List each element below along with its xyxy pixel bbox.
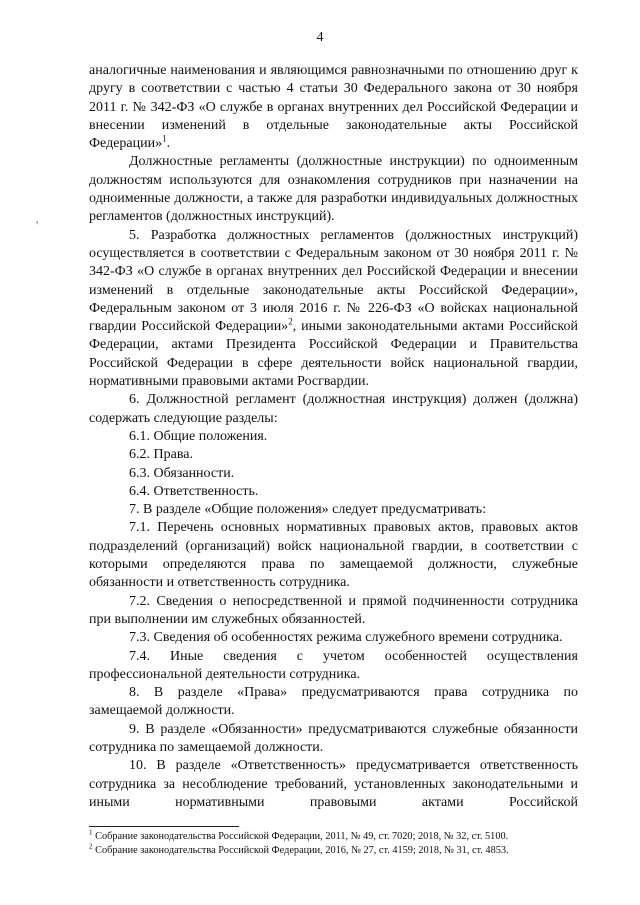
footnote-separator [89,826,239,827]
paragraph-6-1: 6.1. Общие положения. [129,428,268,444]
paragraph-regulations-usage: Должностные регламенты (должностные инструкции) по одноименным должностям используются для ознакомления сотрудников при назначении на одноименные должности, а также для разработки индивидуальных должностных регламентов (должностных инструкций). [89,154,578,225]
footnotes [89,830,589,857]
paragraph-6-3: 6.3. Обязанности. [129,465,235,481]
paragraph-6-2: 6.2. Права. [129,447,193,463]
paragraph-7: 7. В разделе «Общие положения» следует предусматривать: [129,502,487,518]
paragraph-7-3: 7.3. Сведения об особенностях режима служебного времени сотрудника. [129,630,563,646]
page-number: 4 [316,30,324,45]
margin-mark: , [30,212,41,226]
paragraph-continuation: аналогичные наименования и являющимся равнозначными по отношению друг к другу в соответствии с частью 4 статьи 30 Федерального закона от 30 ноября 2011 г. № 342-ФЗ «О службе в органах внутренних дел Российской Федерации и внесении изменений в отдельные законодательные акты Российской Федерации»$^1$. [89,63,578,152]
paragraph-5: 5. Разработка должностных регламентов (должностных инструкций) осуществляется в соответствии с Федеральным законом от 30 ноября 2011 г. № 342-ФЗ «О службе в органах внутренних дел Российской Федерации и внесении изменений в отдельные законодательные акты Российской Федерации», Федеральным законом от 3 июля 2016 г. № 226-ФЗ «О войсках национальной гвардии Российской Федерации»$^2$, иными законодательными актами Российской Федерации, актами Президента Российской Федерации и Правительства Российской Федерации в сфере деятельности войск национальной гвардии, нормативными правовыми актами Росгвардии. [89,227,578,390]
footnote-2: $^2$ Собрание законодательства Российской Федерации, 2016, № 27, ст. 4159; 2018, № 31, ст. 4853. [89,842,509,856]
document-body [89,62,578,812]
paragraph-6: 6. Должностной регламент (должностная инструкция) должен (должна) содержать следующие разделы: [89,392,578,426]
paragraph-7-2: 7.2. Сведения о непосредственной и прямой подчиненности сотрудника при выполнении им служебных обязанностей. [89,593,578,627]
paragraph-10: 10. В разделе «Ответственность» предусматривается ответственность сотрудника за несоблюдение требований, установленных законодательными и иными нормативными правовыми актами Российской [89,758,578,810]
paragraph-9: 9. В разделе «Обязанности» предусматриваются служебные обязанности сотрудника по замещаемой должности. [89,721,578,755]
paragraph-6-4: 6.4. Ответственность. [129,483,259,499]
footnote-ref-1: 1 [162,133,167,144]
footnote-ref-2: 2 [288,316,293,327]
footnote-1: $^1$ Собрание законодательства Российской Федерации, 2011, № 49, ст. 7020; 2018, № 32, ст. 5100. [89,828,509,842]
paragraph-8: 8. В разделе «Права» предусматриваются права сотрудника по замещаемой должности. [89,685,578,719]
paragraph-7-1: 7.1. Перечень основных нормативных правовых актов, правовых актов подразделений (организаций) войск национальной гвардии, в соответствии с которыми определяются права по замещаемой должности, служебные обязанности и ответственность сотрудника. [89,520,578,591]
paragraph-7-4: 7.4. Иные сведения с учетом особенностей осуществления профессиональной деятельности сотрудника. [89,648,578,682]
